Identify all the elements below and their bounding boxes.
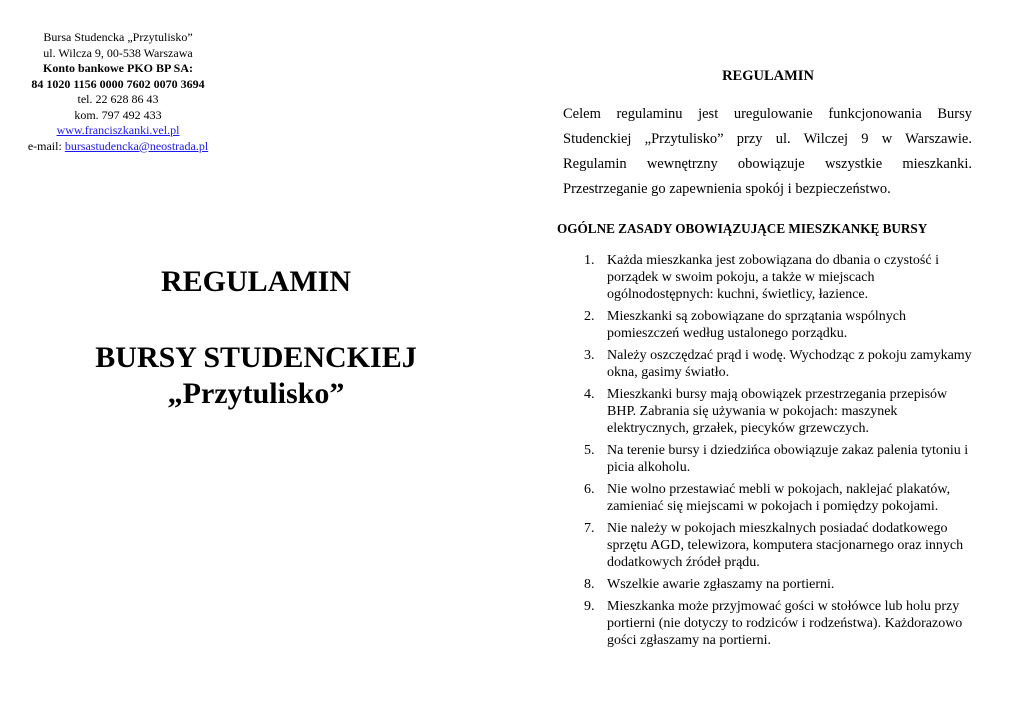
rule-number: 7. [584,521,595,536]
account-number: 84 1020 1156 0000 7602 0070 3694 [31,76,205,91]
rule-item [574,252,978,303]
rule-number: 9. [584,599,595,614]
rules-list [574,252,978,654]
rule-text: Mieszkanki są zobowiązane do sprzątania wspólnych pomieszczeń według ustalonego porządku. [607,309,906,341]
rule-item [574,481,978,515]
intro-paragraph: Celem regulaminu jest uregulowanie funkcjonowania Bursy Studenckiej „Przytulisko” przy ul. Wilczej 9 w Warszawie. Regulamin wewnętrzny obowiązuje wszystkie mieszkanki. Przestrzeganie go zapewnienia spokój i bezpieczeństwo. [563,106,972,197]
section-heading: OGÓLNE ZASADY OBOWIĄZUJĄCE MIESZKANKĘ BURSY [557,221,928,236]
rule-number: 8. [584,577,595,592]
rule-text: Na terenie bursy i dziedzińca obowiązuje zakaz palenia tytoniu i picia alkoholu. [607,443,969,475]
rule-text: Mieszkanka może przyjmować gości w stołówce lub holu przy portierni (nie dotyczy to rodziców i rodzeństwa). Każdorazowo gości zgłaszamy na portierni. [607,599,963,648]
rule-text: Nie należy w pokojach mieszkalnych posiadać dodatkowego sprzętu AGD, telewizora, komputera stacjonarnego oraz innych dodatkowych źródeł prądu. [607,521,964,570]
rule-number: 5. [584,443,595,458]
website-link[interactable]: www.franciszkanki.vel.pl [56,123,180,137]
email-link[interactable]: bursastudencka@neostrada.pl [64,138,209,153]
rule-item [574,598,978,649]
cover-subtitle [0,340,512,412]
rule-text: Wszelkie awarie zgłaszamy na portierni. [607,577,835,592]
rule-text: Nie wolno przestawiać mebli w pokojach, naklejać plakatów, zamieniać się miejscami w pokojach i pomiędzy pokojami. [607,482,951,514]
rule-number: 2. [584,309,595,324]
phone: tel. 22 628 86 43 [77,92,159,106]
cover-subtitle-line2: „Przytulisko” [167,377,345,410]
regulations-heading: REGULAMIN [722,68,814,84]
rule-text: Mieszkanki bursy mają obowiązek przestrzegania przepisów BHP. Zabrania się używania w pokojach: maszynek elektrycznych, grzałek, piecyków grzewczych. [607,387,948,436]
rule-text: Należy oszczędzać prąd i wodę. Wychodząc z pokoju zamykamy okna, gasimy światło. [607,348,972,380]
rule-number: 4. [584,387,595,402]
bank-label: Konto bankowe PKO BP SA: [42,61,194,75]
email-label: e-mail: [27,138,65,153]
rule-item [574,308,978,342]
rule-item [574,386,978,437]
rule-number: 1. [584,253,595,268]
cover-subtitle-line1: BURSY STUDENCKIEJ [95,341,417,374]
rule-number: 6. [584,482,595,497]
rule-item [574,520,978,571]
address: ul. Wilcza 9, 00-538 Warszawa [43,45,193,60]
contact-header [0,30,236,154]
org-name: Bursa Studencka „Przytulisko” [43,30,193,44]
rule-number: 3. [584,348,595,363]
rule-item [574,442,978,476]
mobile: kom. 797 492 433 [74,107,162,122]
rule-text: Każda mieszkanka jest zobowiązana do dbania o czystość i porządek w swoim pokoju, a także w miejscach ogólnodostępnych: kuchni, świetlicy, łazience. [607,253,939,302]
rule-item [574,576,978,593]
rule-item [574,347,978,381]
email-line [0,139,236,155]
cover-title: REGULAMIN [160,265,351,298]
regulations-page [512,0,1024,724]
